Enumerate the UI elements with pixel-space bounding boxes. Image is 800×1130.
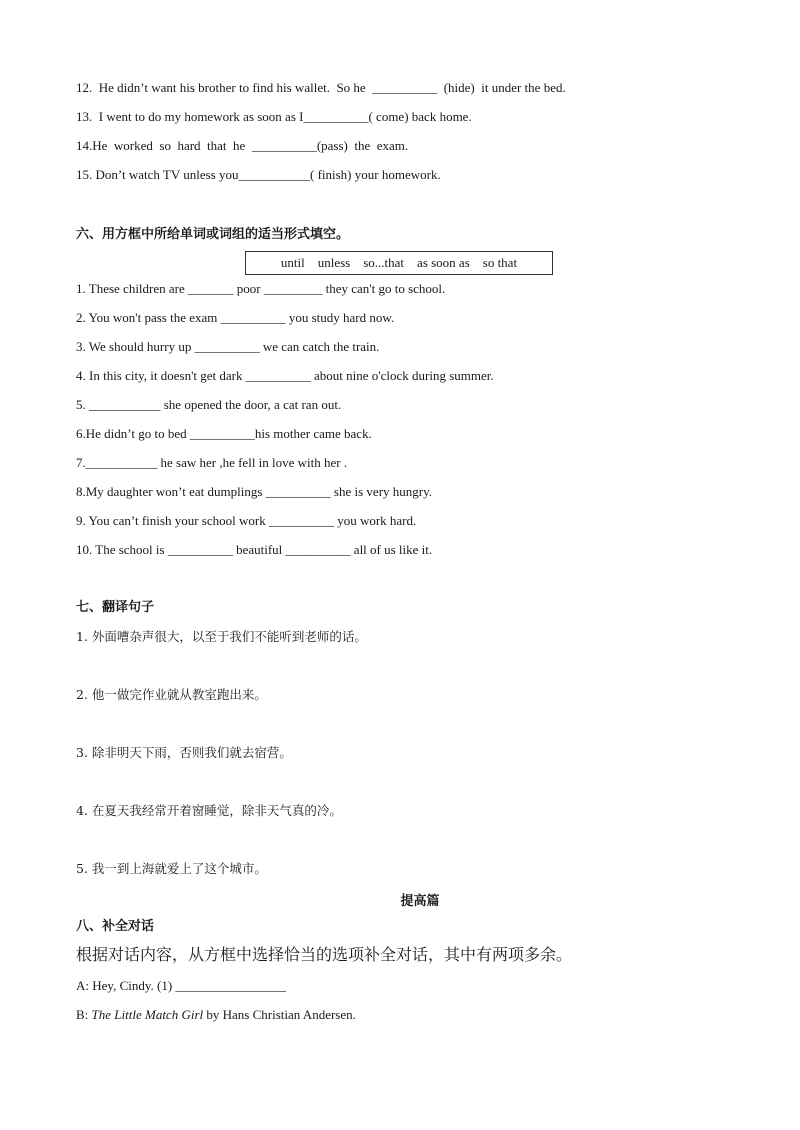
translation-item: 2. 他一做完作业就从教室跑出来。: [76, 687, 267, 702]
exercise-item: 14.He worked so hard that he __________(pass) the exam.: [76, 138, 409, 153]
author-text: by Hans Christian Andersen.: [203, 1007, 356, 1022]
word-box: until unless so...that as soon as so that: [245, 251, 553, 275]
translation-item: 3. 除非明天下雨，否则我们就去宿营。: [76, 745, 292, 760]
translation-item: 5. 我一到上海就爱上了这个城市。: [76, 861, 267, 876]
section-heading: 八、补全对话: [76, 919, 155, 934]
exercise-item: 12. He didn’t want his brother to find his wallet. So he __________ (hide) it under the bed.: [76, 80, 566, 95]
exercise-item: 7.___________ he saw her ,he fell in love with her .: [76, 455, 348, 470]
exercise-item: 15. Don’t watch TV unless you___________( finish) your homework.: [76, 167, 441, 182]
instruction-text: 根据对话内容，从方框中选择恰当的选项补全对话，其中有两项多余。: [76, 945, 573, 964]
exercise-item: 2. You won't pass the exam __________ you study hard now.: [76, 310, 395, 325]
exercise-item: 1. These children are _______ poor _________ they can't go to school.: [76, 281, 446, 296]
section-heading: 七、翻译句子: [76, 600, 155, 615]
exercise-item: 3. We should hurry up __________ we can catch the train.: [76, 339, 380, 354]
speaker-label: B:: [76, 1007, 92, 1022]
dialogue-line-a: A: Hey, Cindy. (1) _________________: [76, 978, 286, 993]
exercise-item: 6.He didn’t go to bed __________his mother came back.: [76, 426, 372, 441]
dialogue-line-b: [76, 1007, 356, 1023]
advanced-section-title: 提高篇: [400, 894, 440, 909]
exercise-item: 4. In this city, it doesn't get dark __________ about nine o'clock during summer.: [76, 368, 494, 383]
exercise-item: 10. The school is __________ beautiful __________ all of us like it.: [76, 542, 433, 557]
section-heading: 六、用方框中所给单词或词组的适当形式填空。: [76, 227, 350, 242]
exercise-item: 9. You can’t finish your school work __________ you work hard.: [76, 513, 417, 528]
exercise-item: 8.My daughter won’t eat dumplings __________ she is very hungry.: [76, 484, 433, 499]
exercise-item: 13. I went to do my homework as soon as I__________( come) back home.: [76, 109, 472, 124]
exercise-item: 5. ___________ she opened the door, a cat ran out.: [76, 397, 342, 412]
translation-item: 4. 在夏天我经常开着窗睡觉，除非天气真的冷。: [76, 803, 342, 818]
book-title: The Little Match Girl: [91, 1007, 204, 1022]
translation-item: 1. 外面嘈杂声很大，以至于我们不能听到老师的话。: [76, 629, 367, 644]
